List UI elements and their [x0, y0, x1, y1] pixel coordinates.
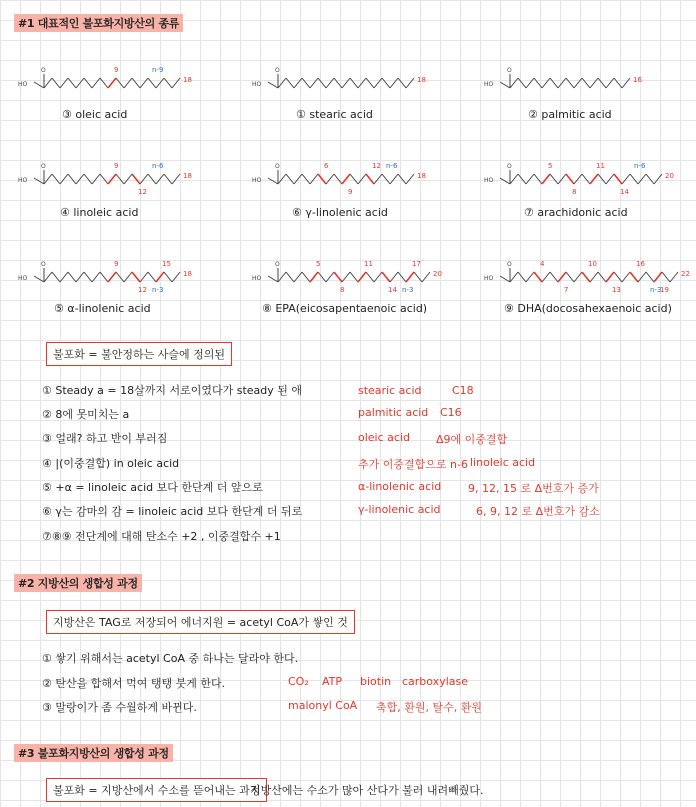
- svg-text:O: O: [507, 163, 512, 170]
- svg-text:O: O: [41, 67, 46, 74]
- svg-text:16: 16: [633, 76, 642, 84]
- svg-text:5: 5: [548, 162, 553, 170]
- svg-text:O: O: [507, 67, 512, 74]
- svg-text:5: 5: [316, 260, 321, 268]
- caption-linoleic: ④ linoleic acid: [60, 206, 139, 219]
- note-right-6b: 6, 9, 12 로 Δ번호가 감소: [476, 505, 600, 518]
- molecule-linoleic: [18, 158, 198, 198]
- svg-text:18: 18: [417, 172, 426, 180]
- svg-text:O: O: [275, 67, 280, 74]
- note-7: ⑦⑧⑨ 전단계에 대해 탄소수 +2 , 이중결합수 +1: [42, 530, 281, 543]
- svg-text:O: O: [41, 261, 46, 268]
- svg-text:19: 19: [660, 286, 669, 294]
- note2-right-carboxylase: carboxylase: [402, 675, 468, 688]
- note2-2: ② 탄산을 합해서 먹여 탱탱 붓게 한다.: [42, 677, 226, 690]
- svg-text:12: 12: [372, 162, 381, 170]
- svg-text:17: 17: [412, 260, 421, 268]
- note3: 지방산에는 수소가 많아 산다가 불러 내려빼줬다.: [250, 784, 484, 797]
- molecule-dha: [484, 256, 690, 296]
- svg-text:HO: HO: [18, 81, 28, 88]
- svg-text:22: 22: [681, 270, 690, 278]
- definition-unsaturated: 불포화 = 불안정하는 사슬에 정의된: [46, 342, 232, 366]
- note2-right-biotin: biotin: [360, 675, 392, 688]
- note2-right-co2: CO₂: [288, 675, 309, 688]
- note2-3: ③ 말랑이가 좀 수월하게 바뀐다.: [42, 701, 197, 714]
- svg-text:n-9: n-9: [152, 66, 164, 74]
- molecule-alpha-linolenic: [18, 256, 198, 296]
- svg-text:n-3: n-3: [402, 286, 414, 294]
- svg-text:11: 11: [596, 162, 605, 170]
- svg-text:15: 15: [162, 260, 171, 268]
- note2-1: ① 쌓기 위해서는 acetyl CoA 중 하나는 달라야 한다.: [42, 652, 299, 665]
- note-right-1b: C18: [452, 384, 474, 397]
- svg-text:6: 6: [324, 162, 329, 170]
- molecule-oleic: [18, 62, 198, 102]
- svg-text:20: 20: [433, 270, 442, 278]
- definition-desaturation: 불포화 = 지방산에서 수소를 뜯어내는 과정: [46, 778, 267, 802]
- svg-text:9: 9: [348, 188, 353, 196]
- svg-text:10: 10: [588, 260, 597, 268]
- svg-text:HO: HO: [18, 177, 28, 184]
- svg-text:9: 9: [114, 66, 119, 74]
- svg-text:HO: HO: [484, 177, 494, 184]
- caption-alpha-linolenic: ⑤ α-linolenic acid: [54, 302, 151, 315]
- svg-text:14: 14: [620, 188, 629, 196]
- section2-title: #2 지방산의 생합성 과정: [14, 574, 142, 592]
- note-1: ① Steady a = 18살까지 서로이였다가 steady 된 애: [42, 384, 303, 397]
- caption-epa: ⑧ EPA(eicosapentaenoic acid): [262, 302, 428, 315]
- definition-fatty-acid: 지방산은 TAG로 저장되어 에너지원 = acetyl CoA가 쌓인 것: [46, 610, 355, 634]
- note-right-5a: α-linolenic acid: [358, 480, 442, 493]
- note2-right-atp: ATP: [322, 675, 343, 688]
- svg-text:HO: HO: [18, 275, 28, 282]
- molecule-epa: [252, 256, 442, 296]
- section3-title: #3 불포화지방산의 생합성 과정: [14, 744, 173, 762]
- svg-text:9: 9: [114, 260, 119, 268]
- svg-text:n-3: n-3: [650, 286, 662, 294]
- svg-text:16: 16: [636, 260, 645, 268]
- svg-text:HO: HO: [484, 275, 494, 282]
- svg-text:12: 12: [138, 286, 147, 294]
- svg-text:18: 18: [183, 76, 192, 84]
- svg-text:n-6: n-6: [386, 162, 398, 170]
- svg-text:14: 14: [388, 286, 397, 294]
- svg-text:O: O: [275, 163, 280, 170]
- molecule-palmitic: [484, 62, 664, 102]
- svg-text:O: O: [507, 261, 512, 268]
- molecule-gamma-linolenic: [252, 158, 432, 198]
- note-2: ② 8에 못미치는 a: [42, 408, 130, 421]
- note-3: ③ 얼래? 하고 반이 부러짐: [42, 432, 168, 445]
- note-right-1a: stearic acid: [358, 384, 422, 397]
- svg-text:HO: HO: [252, 275, 262, 282]
- note-right-3b: Δ9에 이중결합: [436, 433, 508, 446]
- note-right-3a: oleic acid: [358, 431, 410, 444]
- caption-palmitic: ② palmitic acid: [528, 108, 612, 121]
- svg-text:n-6: n-6: [634, 162, 646, 170]
- molecule-stearic: [252, 62, 432, 102]
- svg-text:8: 8: [340, 286, 345, 294]
- svg-text:HO: HO: [252, 81, 262, 88]
- svg-text:O: O: [275, 261, 280, 268]
- svg-text:9: 9: [114, 162, 119, 170]
- note2-right-steps: 축합, 환원, 탈수, 환원: [376, 701, 482, 714]
- molecule-arachidonic: [484, 158, 674, 198]
- note-right-4b: linoleic acid: [470, 456, 536, 469]
- note-right-2b: C16: [440, 406, 462, 419]
- note-6: ⑥ γ는 감마의 감 = linoleic acid 보다 한단계 더 뒤로: [42, 505, 303, 518]
- svg-text:8: 8: [572, 188, 577, 196]
- note-right-5b: 9, 12, 15 로 Δ번호가 증가: [468, 482, 599, 495]
- svg-text:12: 12: [138, 188, 147, 196]
- svg-text:n-6: n-6: [152, 162, 164, 170]
- svg-text:18: 18: [417, 76, 426, 84]
- note-right-4a: 추가 이중결합으로 n-6: [358, 458, 468, 471]
- caption-stearic: ① stearic acid: [296, 108, 373, 121]
- note-right-6a: γ-linolenic acid: [358, 503, 441, 516]
- note2-right-malonyl: malonyl CoA: [288, 699, 358, 712]
- section1-title: #1 대표적인 불포화지방산의 종류: [14, 14, 183, 32]
- svg-text:HO: HO: [252, 177, 262, 184]
- svg-text:O: O: [41, 163, 46, 170]
- svg-text:4: 4: [540, 260, 545, 268]
- caption-gamma-linolenic: ⑥ γ-linolenic acid: [292, 206, 388, 219]
- svg-text:13: 13: [612, 286, 621, 294]
- caption-oleic: ③ oleic acid: [62, 108, 128, 121]
- svg-text:7: 7: [564, 286, 569, 294]
- note-4: ④ |(이중결합) in oleic acid: [42, 457, 180, 470]
- note-right-2a: palmitic acid: [358, 406, 429, 419]
- svg-text:n-3: n-3: [152, 286, 164, 294]
- caption-arachidonic: ⑦ arachidonic acid: [524, 206, 628, 219]
- svg-text:18: 18: [183, 270, 192, 278]
- note-5: ⑤ +α = linoleic acid 보다 한단계 더 앞으로: [42, 481, 263, 494]
- svg-text:11: 11: [364, 260, 373, 268]
- svg-text:18: 18: [183, 172, 192, 180]
- caption-dha: ⑨ DHA(docosahexaenoic acid): [504, 302, 672, 315]
- svg-text:HO: HO: [484, 81, 494, 88]
- svg-text:20: 20: [665, 172, 674, 180]
